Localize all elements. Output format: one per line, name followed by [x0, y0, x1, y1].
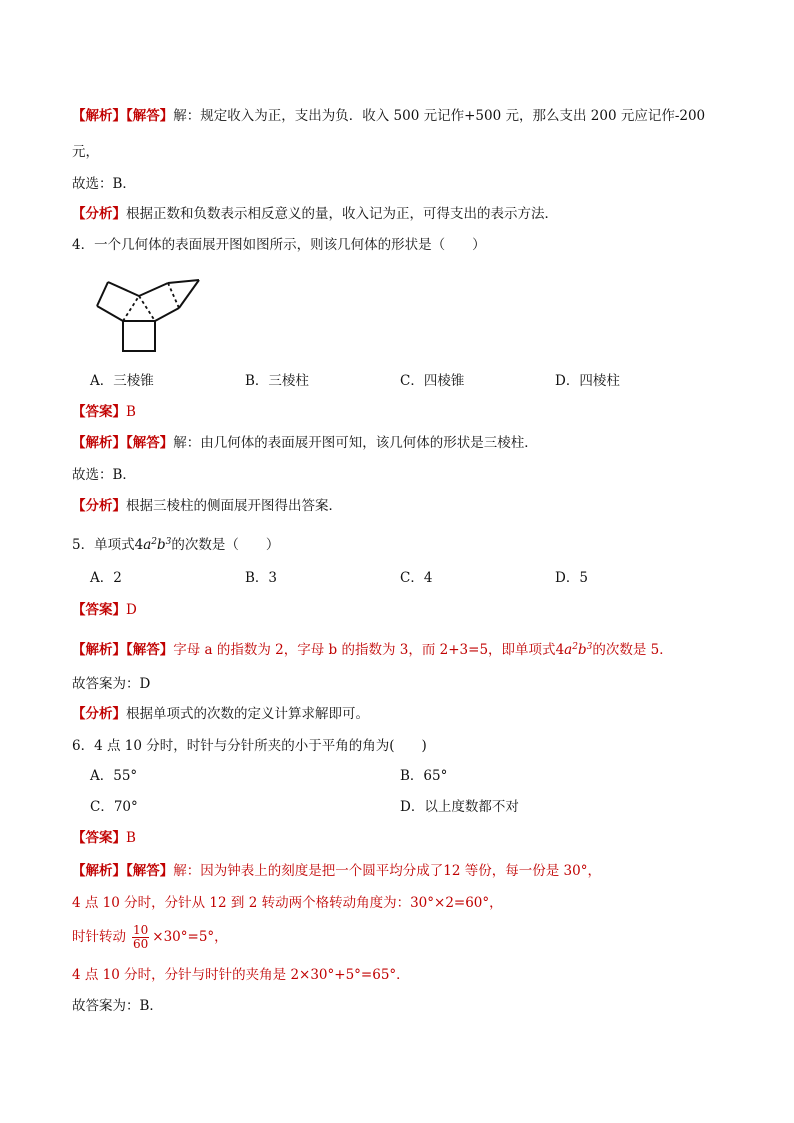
net-edge: [139, 283, 168, 296]
var-b: b: [156, 537, 166, 553]
q6-option-d[interactable]: D．以上度数都不对: [400, 799, 519, 815]
fraction-denominator: 60: [133, 937, 149, 951]
q5-option-a[interactable]: A．2: [90, 570, 122, 586]
monomial: [556, 642, 593, 658]
coef: 4: [134, 537, 144, 553]
q6-question: 6．4 点 10 分时，时针与分针所夹的小于平角的角为( ): [72, 738, 427, 754]
line3-suffix: ×30°=5°，: [152, 929, 228, 945]
net-edge: [97, 306, 123, 321]
line4-expression: 2×30°+5°=65°: [290, 967, 397, 983]
fenxi-text: 根据单项式的次数的定义计算求解即可。: [126, 706, 369, 722]
exp-a: 2: [572, 642, 578, 652]
q4-option-b[interactable]: B．三棱柱: [245, 373, 309, 389]
analysis-text: 解：规定收入为正，支出为负．收入 500 元记作+500 元，那么支出 200 元应记作-200: [173, 108, 706, 124]
analysis-tag: 【解析】【解答】: [72, 435, 174, 451]
q6-conclusion: 故答案为：B．: [72, 998, 163, 1014]
q3-analysis-line1: [72, 107, 705, 125]
fraction: [132, 924, 149, 951]
line4-suffix: ．: [396, 967, 410, 983]
net-fold-line: [139, 296, 155, 321]
net-fold-line: [123, 296, 139, 321]
q6-option-b[interactable]: B．65°: [400, 768, 448, 784]
line4-prefix: 4 点 10 分时，分针与时针的夹角是: [72, 967, 291, 983]
q3-analysis-line2: 元，: [72, 144, 99, 160]
q5-option-d[interactable]: D．5: [555, 570, 588, 586]
fenxi-text: 根据正数和负数表示相反意义的量，收入记为正，可得支出的表示方法．: [126, 206, 558, 222]
q3-choose: 故选：B．: [72, 176, 136, 192]
q4-answer: [72, 403, 136, 421]
prism-net-figure: [94, 276, 204, 354]
analysis-suffix: 的次数是 5．: [592, 642, 673, 658]
analysis-tag: 【解析】【解答】: [72, 863, 174, 879]
coef: 4: [555, 642, 565, 658]
analysis-tag: 【解析】【解答】: [72, 642, 174, 658]
analysis-tag: 【解析】【解答】: [72, 108, 174, 124]
exp-b: 3: [165, 537, 172, 547]
answer-value: B: [126, 404, 136, 420]
q5-question: [72, 533, 279, 554]
net-bottom-square: [123, 321, 155, 351]
q5-fenxi: [72, 705, 369, 723]
question-prefix: 5．单项式: [72, 537, 135, 553]
fenxi-tag: 【分析】: [72, 206, 126, 222]
net-edge: [168, 280, 199, 283]
q5-answer: [72, 601, 137, 619]
analysis-text: 解：由几何体的表面展开图可知，该几何体的形状是三棱柱．: [173, 435, 538, 451]
fenxi-text: 根据三棱柱的侧面展开图得出答案．: [126, 498, 342, 514]
q4-question: 4．一个几何体的表面展开图如图所示，则该几何体的形状是（ ）: [72, 237, 486, 253]
monomial: [135, 537, 172, 553]
var-a: a: [143, 537, 152, 553]
q4-analysis: [72, 434, 538, 452]
net-edge: [155, 308, 179, 321]
q5-conclusion: 故答案为：D: [72, 676, 151, 692]
net-edge: [179, 280, 199, 308]
q4-option-a[interactable]: A．三棱锥: [90, 373, 154, 389]
q5-analysis: [72, 638, 673, 659]
q5-option-b[interactable]: B．3: [245, 570, 278, 586]
var-a: a: [564, 642, 573, 658]
exp-a: 2: [151, 537, 157, 547]
q4-option-c[interactable]: C．四棱锥: [400, 373, 465, 389]
question-suffix: 的次数是（ ）: [171, 537, 280, 553]
q4-fenxi: [72, 497, 342, 515]
q6-option-c[interactable]: C．70°: [90, 799, 138, 815]
answer-value: B: [126, 830, 136, 846]
q6-option-a[interactable]: A．55°: [90, 768, 138, 784]
q6-answer: [72, 829, 136, 847]
q4-option-d[interactable]: D．四棱柱: [555, 373, 620, 389]
q6-analysis-line1: [72, 862, 601, 880]
analysis-text: 字母 a 的指数为 2，字母 b 的指数为 3，而 2+3=5，即单项式: [173, 642, 556, 658]
answer-tag: 【答案】: [72, 404, 126, 420]
net-edge: [108, 282, 139, 296]
analysis-text: 解：因为钟表上的刻度是把一个圆平均分成了12 等份，每一份是 30°，: [173, 863, 601, 879]
answer-tag: 【答案】: [72, 602, 126, 618]
fenxi-tag: 【分析】: [72, 706, 126, 722]
var-b: b: [577, 642, 587, 658]
net-edge: [97, 282, 108, 306]
q6-analysis-line2: 4 点 10 分时，分针从 12 到 2 转动两个格转动角度为：30°×2=60°，: [72, 895, 503, 911]
net-fold-line: [168, 283, 179, 308]
answer-tag: 【答案】: [72, 830, 126, 846]
q5-option-c[interactable]: C．4: [400, 570, 433, 586]
q6-analysis-line4: [72, 966, 410, 984]
exp-b: 3: [586, 642, 593, 652]
q6-analysis-line3: [72, 924, 228, 951]
line3-prefix: 时针转动: [72, 929, 126, 945]
q4-choose: 故选：B．: [72, 467, 136, 483]
answer-value: D: [126, 602, 137, 618]
fraction-numerator: 10: [133, 923, 149, 937]
fenxi-tag: 【分析】: [72, 498, 126, 514]
q3-fenxi: [72, 205, 558, 223]
